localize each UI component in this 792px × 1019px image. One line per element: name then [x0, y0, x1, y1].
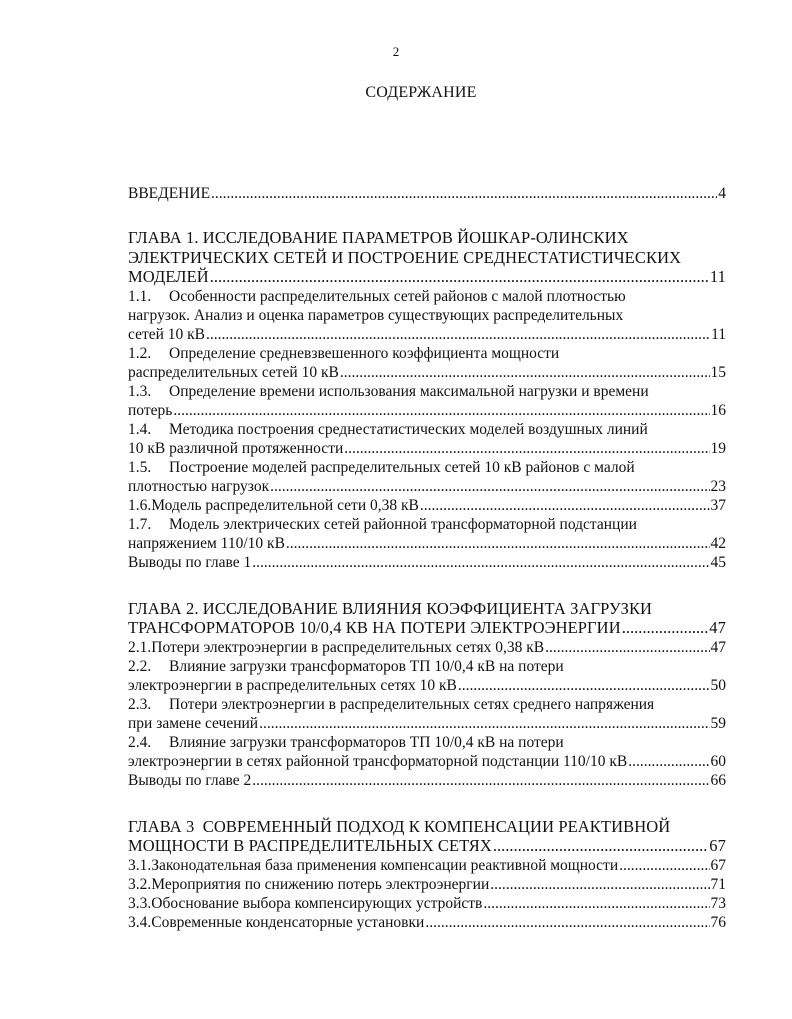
toc-section-1-6[interactable] — [128, 496, 726, 515]
toc-chapter-2[interactable] — [128, 599, 726, 638]
toc-chapter-3[interactable] — [128, 817, 726, 856]
dot-leader — [493, 836, 708, 856]
toc-page: 67 — [710, 856, 726, 874]
dot-leader — [340, 363, 710, 382]
page-title: СОДЕРЖАНИЕ — [365, 84, 477, 101]
dot-leader — [252, 771, 709, 790]
toc-line: ТРАНСФОРМАТОРОВ 10/0,4 КВ НА ПОТЕРИ ЭЛЕКТРОЭНЕРГИИ — [128, 618, 621, 637]
toc-page: 59 — [710, 714, 726, 732]
toc-line: нагрузок. Анализ и оценка параметров существующих распределительных — [128, 306, 624, 324]
dot-leader — [252, 553, 709, 572]
toc-line: Современные конденсаторные установки — [151, 913, 425, 931]
toc-label: Выводы по главе 2 — [128, 771, 252, 789]
toc-label: Выводы по главе 1 — [128, 553, 252, 571]
toc-line: Особенности распределительных сетей районов с малой плотностью — [169, 287, 626, 305]
section-number: 2.2. — [128, 657, 152, 675]
toc-page: 47 — [710, 638, 726, 656]
toc-page: 47 — [709, 618, 726, 637]
dot-leader — [211, 184, 717, 203]
toc-line: электроэнергии в распределительных сетях 10 кВ — [128, 676, 457, 694]
toc-section-1-7[interactable] — [128, 515, 726, 553]
toc-line: плотностью нагрузок — [128, 477, 270, 495]
toc-section-2-3[interactable] — [128, 695, 726, 733]
dot-leader — [286, 534, 710, 553]
toc-section-1-1[interactable] — [128, 287, 726, 344]
toc-section-2-2[interactable] — [128, 657, 726, 695]
section-number: 3.1. — [128, 856, 152, 874]
toc-page: 16 — [710, 401, 726, 419]
toc-page: 71 — [710, 875, 726, 893]
toc-section-3-1[interactable] — [128, 856, 726, 875]
toc-line: при замене сечений — [128, 714, 259, 732]
toc-line: электроэнергии в сетях районной трансформаторной подстанции 110/10 кВ — [128, 752, 628, 770]
toc-line: сетей 10 кВ — [128, 325, 206, 343]
toc-entry-intro[interactable] — [128, 184, 726, 203]
toc-line: ГЛАВА 3 СОВРЕМЕННЫЙ ПОДХОД К КОМПЕНСАЦИИ РЕАКТИВНОЙ — [128, 816, 671, 836]
toc-page: 66 — [710, 771, 726, 789]
toc-line: Законодательная база применения компенсации реактивной мощности — [151, 856, 619, 874]
section-number: 3.3. — [128, 894, 152, 912]
toc-section-1-2[interactable] — [128, 344, 726, 382]
toc-section-2-1[interactable] — [128, 638, 726, 657]
toc-chapter-1[interactable] — [128, 228, 726, 287]
dot-leader — [628, 752, 709, 771]
section-number: 3.4. — [128, 913, 152, 931]
toc-line: Модель электрических сетей районной трансформаторной подстанции — [169, 515, 637, 533]
toc-line: Влияние загрузки трансформаторов ТП 10/0,4 кВ на потери — [169, 733, 564, 751]
toc-page: 4 — [718, 185, 726, 202]
dot-leader — [622, 618, 709, 638]
toc-page: 60 — [710, 752, 726, 770]
section-number: 2.4. — [128, 733, 152, 751]
section-number: 1.6. — [128, 496, 152, 514]
dot-leader — [206, 325, 710, 344]
toc-page: 11 — [711, 325, 726, 343]
toc-page: 11 — [709, 267, 726, 286]
toc-line: распределительных сетей 10 кВ — [128, 363, 339, 381]
toc-page: 76 — [710, 913, 726, 931]
toc-line: Определение средневзвешенного коэффициента мощности — [169, 344, 560, 362]
toc-page: 50 — [710, 676, 726, 694]
toc-line: ЭЛЕКТРИЧЕСКИХ СЕТЕЙ И ПОСТРОЕНИЕ СРЕДНЕСТАТИСТИЧЕСКИХ — [128, 247, 682, 267]
table-of-contents — [128, 184, 726, 932]
toc-page: 19 — [710, 439, 726, 457]
toc-section-1-5[interactable] — [128, 458, 726, 496]
toc-section-3-2[interactable] — [128, 875, 726, 894]
dot-leader — [173, 401, 709, 420]
toc-line: ГЛАВА 1. ИССЛЕДОВАНИЕ ПАРАМЕТРОВ ЙОШКАР-ОЛИНСКИХ — [128, 228, 629, 247]
toc-line: МОДЕЛЕЙ — [128, 267, 209, 286]
dot-leader — [545, 638, 709, 657]
toc-line: Потери электроэнергии в распределительных сетях 0,38 кВ — [151, 638, 545, 656]
toc-conclusion-1[interactable] — [128, 553, 726, 572]
toc-line: Модель распределительной сети 0,38 кВ — [151, 496, 419, 514]
toc-page: 15 — [710, 363, 726, 381]
toc-line: потерь — [128, 401, 173, 419]
toc-line: 10 кВ различной протяженности — [128, 439, 344, 457]
toc-section-1-3[interactable] — [128, 382, 726, 420]
section-number: 1.5. — [128, 458, 152, 476]
dot-leader — [490, 875, 709, 894]
dot-leader — [259, 714, 709, 733]
toc-label: ВВЕДЕНИЕ — [128, 185, 211, 202]
section-number: 1.3. — [128, 382, 152, 400]
toc-line: Определение времени использования максимальной нагрузки и времени — [169, 382, 649, 400]
toc-conclusion-2[interactable] — [128, 771, 726, 790]
page-number: 2 — [392, 44, 400, 59]
toc-page: 37 — [710, 496, 726, 514]
dot-leader — [619, 856, 709, 875]
toc-page: 73 — [710, 894, 726, 912]
section-number: 3.2. — [128, 875, 152, 893]
dot-leader — [210, 267, 709, 287]
section-number: 1.4. — [128, 420, 152, 438]
section-number: 1.7. — [128, 515, 152, 533]
section-number: 2.1. — [128, 638, 152, 656]
toc-line: напряжением 110/10 кВ — [128, 534, 285, 552]
dot-leader — [270, 477, 709, 496]
toc-page: 45 — [710, 553, 726, 571]
toc-line: ГЛАВА 2. ИССЛЕДОВАНИЕ ВЛИЯНИЯ КОЭФФИЦИЕНТА ЗАГРУЗКИ — [128, 598, 653, 618]
section-number: 2.3. — [128, 695, 152, 713]
toc-page: 42 — [710, 534, 726, 552]
section-number: 1.2. — [128, 344, 152, 362]
toc-section-2-4[interactable] — [128, 733, 726, 771]
toc-line: Построение моделей распределительных сетей 10 кВ районов с малой — [169, 458, 635, 476]
toc-line: Мероприятия по снижению потерь электроэнергии — [151, 875, 490, 893]
toc-page: 67 — [709, 836, 726, 855]
toc-section-3-4[interactable] — [128, 913, 726, 932]
dot-leader — [425, 913, 709, 932]
section-number: 1.1. — [128, 287, 152, 305]
toc-line: Обоснование выбора компенсирующих устройств — [151, 894, 483, 912]
toc-page: 23 — [710, 477, 726, 495]
dot-leader — [344, 439, 709, 458]
toc-section-1-4[interactable] — [128, 420, 726, 458]
toc-line: Потери электроэнергии в распределительных сетях среднего напряжения — [169, 695, 655, 713]
toc-line: Влияние загрузки трансформаторов ТП 10/0,4 кВ на потери — [169, 657, 564, 675]
dot-leader — [458, 676, 710, 695]
dot-leader — [420, 496, 710, 515]
toc-line: МОЩНОСТИ В РАСПРЕДЕЛИТЕЛЬНЫХ СЕТЯХ — [128, 836, 492, 855]
toc-section-3-3[interactable] — [128, 894, 726, 913]
dot-leader — [483, 894, 709, 913]
toc-line: Методика построения среднестатистических моделей воздушных линий — [169, 420, 648, 438]
